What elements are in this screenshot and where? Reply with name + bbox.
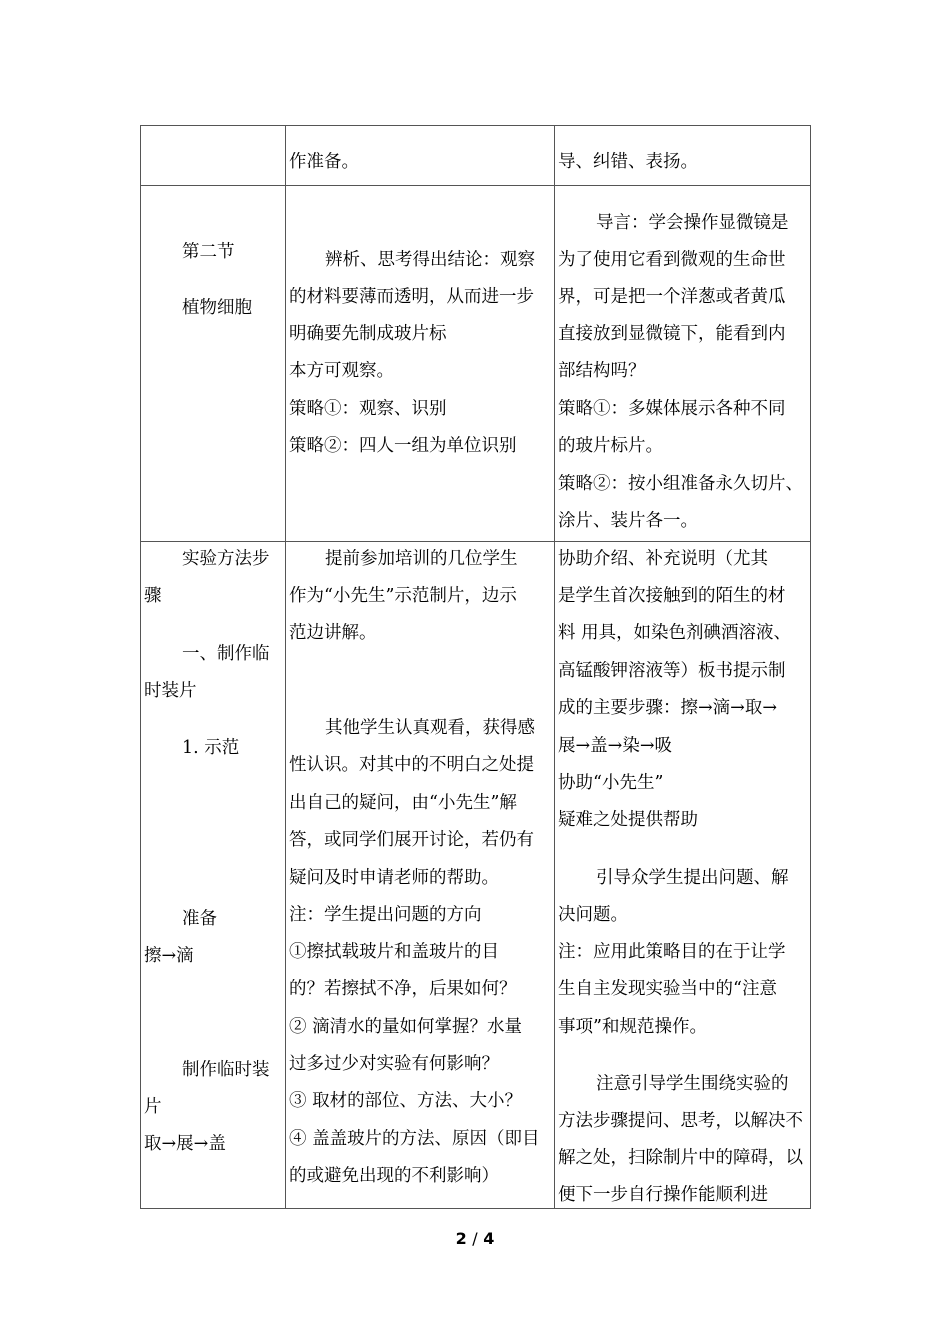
section-subtitle: 植物细胞 [182,298,252,318]
r3-c1-line: 时装片 [144,681,197,701]
r3-c1-line: 一、制作临 [182,644,270,664]
r3-c1-line: 实验方法步 [182,549,270,569]
r3-c3-line: 决问题。 [558,905,628,925]
r3-c2-line: ④ 盖盖玻片的方法、原因（即目 [289,1129,540,1149]
r3-c3-line: 成的主要步骤：擦→滴→取→ [558,698,777,718]
r3-c3-line: 料 用具，如染色剂碘酒溶液、 [558,623,792,643]
page-total: 4 [483,1229,495,1248]
page-current: 2 [455,1229,467,1248]
row-divider-2 [140,541,811,542]
r3-c2-line: 的或避免出现的不利影响） [289,1166,499,1186]
r3-c3-line: 解之处，扫除制片中的障碍，以 [558,1148,803,1168]
r3-c2-line: ② 滴清水的量如何掌握？水量 [289,1017,523,1037]
r3-c2-line: 其他学生认真观看，获得感 [325,718,535,738]
r3-c1-line: 1. 示范 [182,738,240,758]
section-title: 第二节 [182,242,235,262]
r3-c3-line: 高锰酸钾溶液等）板书提示制 [558,661,786,681]
r3-c2-line: 答，或同学们展开讨论，若仍有 [289,830,534,850]
r2-c3-line: 界，可是把一个洋葱或者黄瓜 [558,287,786,307]
r3-c3-line: 注：应用此策略目的在于让学 [558,942,786,962]
r3-c2-line: 疑问及时申请老师的帮助。 [289,868,499,888]
r3-c3-line: 方法步骤提问、思考，以解决不 [558,1111,803,1131]
r3-c2-line: 范边讲解。 [289,623,377,643]
r3-c1-line: 取→展→盖 [144,1134,226,1154]
r3-c1-line: 制作临时装 [182,1060,270,1080]
column-divider-1 [285,125,286,1209]
row-divider-1 [140,185,811,186]
r2-c3-line: 为了使用它看到微观的生命世 [558,250,786,270]
r2-c2-line: 明确要先制成玻片标 [289,324,447,344]
r3-c1-line: 骤 [144,586,162,606]
page-separator: / [472,1229,478,1248]
r2-c2-line: 策略①：观察、识别 [289,399,447,419]
r3-c3-line: 注意引导学生围绕实验的 [596,1074,789,1094]
r3-c1-line: 擦→滴 [144,946,194,966]
r3-c2-line: 作为“小先生”示范制片，边示 [289,586,517,606]
r3-c1-line: 准备 [182,909,217,929]
r3-c2-line: ①擦拭载玻片和盖玻片的目 [289,942,499,962]
r3-c3-line: 事项”和规范操作。 [558,1017,707,1037]
r3-c2-line: ③ 取材的部位、方法、大小？ [289,1091,523,1111]
r2-c3-line: 策略①：多媒体展示各种不同 [558,399,786,419]
r3-c2-line: 出自己的疑问，由“小先生”解 [289,793,517,813]
r3-c3-line: 是学生首次接触到的陌生的材 [558,586,786,606]
r3-c3-line: 协助“小先生” [558,773,664,793]
r2-c3-line: 策略②：按小组准备永久切片、 [558,474,803,494]
r3-c3-line: 疑难之处提供帮助 [558,810,698,830]
r2-c2-line: 辨析、思考得出结论：观察 [325,250,535,270]
r3-c3-line: 便下一步自行操作能顺利进 [558,1185,768,1205]
r2-c3-line: 的玻片标片。 [558,436,663,456]
r3-c1-line: 片 [144,1097,162,1117]
r2-c2-line: 的材料要薄而透明，从而进一步 [289,287,534,307]
r3-c2-line: 的？若擦拭不净，后果如何？ [289,979,517,999]
r3-c3-line: 生自主发现实验当中的“注意 [558,979,777,999]
r3-c2-line: 提前参加培训的几位学生 [325,549,518,569]
r3-c2-line: 过多过少对实验有何影响？ [289,1054,499,1074]
r2-c2-line: 策略②：四人一组为单位识别 [289,436,517,456]
r3-c2-line: 注：学生提出问题的方向 [289,905,482,925]
r2-c3-line: 涂片、装片各一。 [558,511,698,531]
r2-c3-line: 部结构吗？ [558,361,646,381]
page-number [0,1229,950,1248]
r2-c2-line: 本方可观察。 [289,361,394,381]
r2-c3-line: 导言：学会操作显微镜是 [596,213,789,233]
r3-c3-line: 引导众学生提出问题、解 [596,868,789,888]
column-divider-2 [554,125,555,1209]
r3-c3-line: 协助介绍、补充说明（尤其 [558,549,768,569]
r1-c3-line: 导、纠错、表扬。 [558,152,698,172]
r2-c3-line: 直接放到显微镜下，能看到内 [558,324,786,344]
r3-c2-line: 性认识。对其中的不明白之处提 [289,755,534,775]
r1-c2-line: 作准备。 [289,152,359,172]
r3-c3-line: 展→盖→染→吸 [558,736,672,756]
